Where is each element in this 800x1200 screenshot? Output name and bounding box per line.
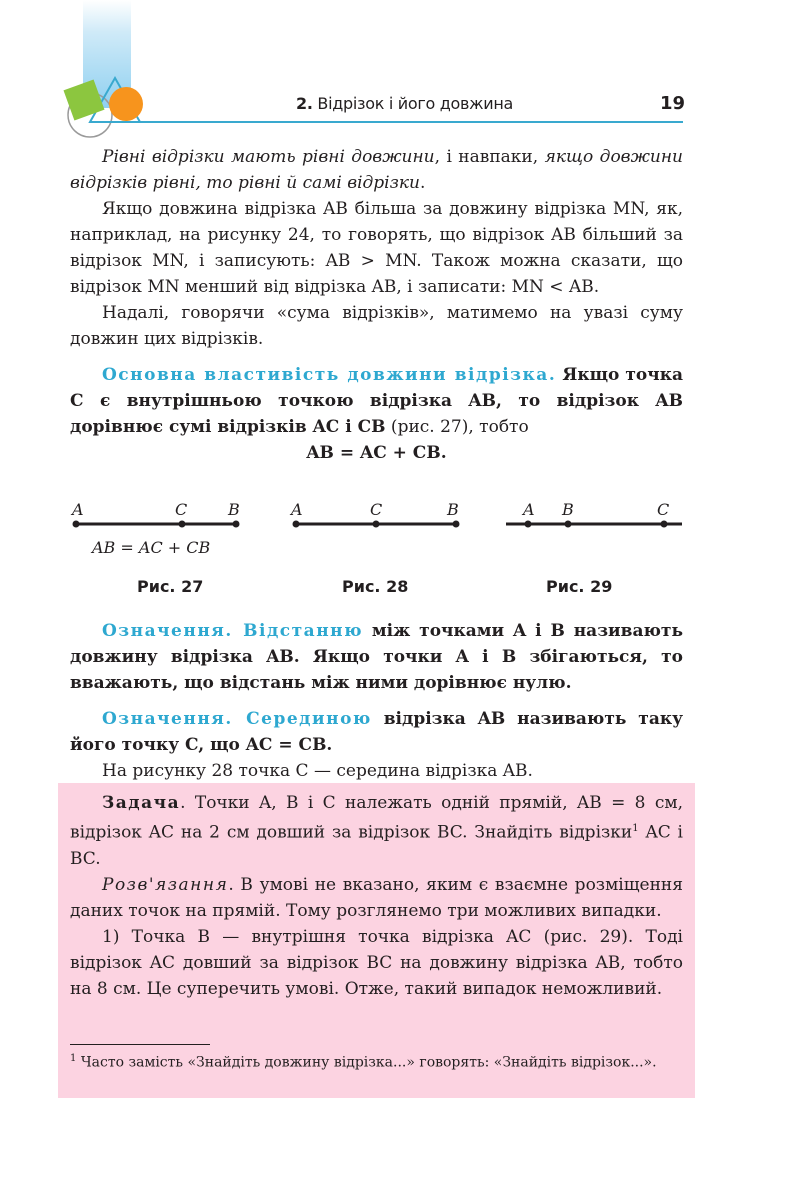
fig28-label-c: C: [370, 500, 383, 519]
text: , і навпаки,: [434, 147, 545, 167]
task-statement: [70, 790, 683, 872]
section-number: 2.: [296, 94, 313, 113]
fig27-point-b: [233, 521, 240, 528]
fig29-label: Рис. 29: [546, 577, 613, 596]
definition-text: відрізка AB називають таку його точку C, що AC = CB.: [70, 709, 683, 755]
definition-label: Означення.: [102, 709, 233, 729]
footnote-mark: 1: [70, 1053, 77, 1064]
paragraph-midpoint-example: На рисунку 28 точка C — середина відрізка AB.: [102, 761, 533, 781]
definition-label: Означення.: [102, 621, 233, 641]
paragraph-property: [70, 362, 683, 440]
task-body-end: AC і BC.: [70, 822, 683, 869]
property-label: Основна властивість довжини відрізка.: [102, 365, 557, 385]
header-rule: [140, 121, 683, 123]
text: .: [420, 173, 426, 193]
property-formula: AB = AC + CB.: [306, 443, 447, 463]
fig29-label-b: B: [562, 500, 574, 519]
fig28-point-a: [293, 521, 300, 528]
fig28-label: Рис. 28: [342, 577, 409, 596]
fig27-caption: AB = AC + CB: [92, 538, 211, 557]
solution-intro: [70, 872, 683, 924]
geometry-logo-icon: [60, 70, 160, 140]
task-text: [70, 790, 683, 1002]
main-text-top: [70, 144, 683, 466]
fig29-point-c: [661, 521, 668, 528]
solution-body: . В умові не вказано, яким є взаємне розміщення даних точок на прямій. Тому розглянемо три можливих випадки.: [70, 874, 683, 921]
paragraph-sum: Надалі, говорячи «сума відрізків», матимемо на увазі суму довжин цих відрізків.: [70, 303, 683, 349]
task-label: Задача: [102, 793, 181, 813]
solution-label: Розв'язання: [102, 874, 229, 895]
fig29-point-b: [565, 521, 572, 528]
fig28-label-b: B: [447, 500, 459, 519]
section-title: Відрізок і його довжина: [312, 94, 514, 113]
footnote-text: Часто замість «Знайдіть довжину відрізка...» говорять: «Знайдіть відрізок...».: [76, 1054, 657, 1071]
definition-midpoint: [70, 706, 683, 758]
fig29-point-a: [525, 521, 532, 528]
property-tail: (рис. 27), тобто: [385, 417, 529, 437]
fig27-point-c: [179, 521, 186, 528]
fig27-label-b: B: [228, 500, 240, 519]
property-text: Якщо точка C є внутрішньою точкою відрізка AB, то відрізок AB дорівнює сумі відрізків AC і CB: [70, 365, 684, 437]
fig28-point-c: [373, 521, 380, 528]
italic-text: якщо довжини відрізків рівні, то рівні й самі відрізки: [70, 147, 683, 193]
fig27-label-c: C: [175, 500, 188, 519]
fig27-label-a: A: [72, 500, 84, 519]
fig27-label: Рис. 27: [137, 577, 204, 596]
definition-text: між точками A і B називають довжину відрізка AB. Якщо точки A і B збігаються, то вважають, що відстань між ними дорівнює нулю.: [70, 621, 683, 693]
definition-distance: [70, 618, 683, 696]
fig29-label-a: A: [523, 500, 535, 519]
footnote-rule: [70, 1044, 210, 1045]
italic-text: Рівні відрізки мають рівні довжини: [102, 147, 435, 167]
paragraph-equal-segments: [70, 144, 683, 196]
running-header: [296, 94, 513, 113]
definitions-block: [70, 618, 683, 784]
paragraph-comparison: Якщо довжина відрізка AB більша за довжину відрізка MN, як, наприклад, на рисунку 24, то говорять, що відрізок AB більший за відрізок MN, і записують: AB > MN. Також можна сказати, що відрізок MN менший від відрізка AB, і записати: MN < AB.: [70, 199, 683, 297]
fig27-point-a: [73, 521, 80, 528]
task-body: . Точки A, B і C належать одній прямій, AB = 8 см, відрізок AC на 2 см довший за відрізок BC. Знайдіть відрізки: [70, 793, 683, 843]
footnote: [70, 1048, 683, 1074]
footnote-ref: 1: [632, 823, 639, 834]
fig29-label-c: C: [657, 500, 670, 519]
solution-case-1: 1) Точка B — внутрішня точка відрізка AC (рис. 29). Тоді відрізок AC довший за відрізок BC на довжину відрізка AB, тобто на 8 см. Це суперечить умові. Отже, такий випадок неможливий.: [70, 926, 683, 999]
definition-term: Серединою: [232, 709, 372, 729]
fig28-label-a: A: [291, 500, 303, 519]
definition-term: Відстанню: [232, 621, 364, 641]
page-number: 19: [660, 93, 686, 114]
fig28-point-b: [453, 521, 460, 528]
